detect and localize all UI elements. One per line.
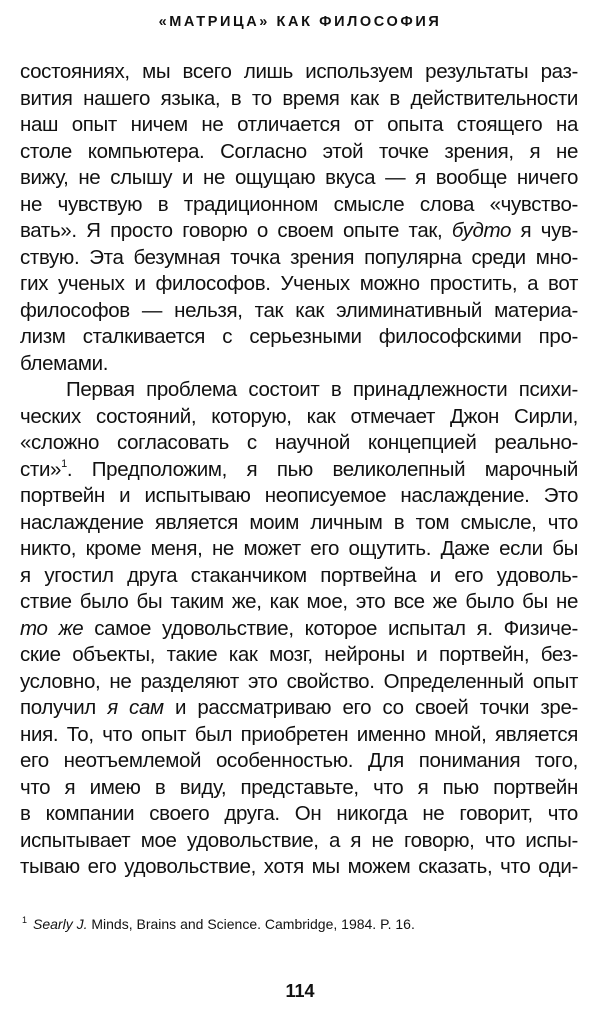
text-line: гих ученых и философов. Ученых можно простить, а вот: [20, 272, 578, 295]
text-line: вать». Я просто говорю о своем опыте так, будто я чув-: [20, 219, 578, 242]
text-line: ческих состояний, которую, как отмечает Джон Сирли,: [20, 404, 578, 428]
emphasis: будто: [451, 219, 512, 242]
text-line: не чувствую в традиционном смысле слова «чувство-: [20, 192, 578, 216]
text-line: сти»$^1$. Предположим, я пью великолепный марочный: [20, 457, 578, 481]
footnote: [22, 915, 578, 933]
emphasis: то же: [20, 616, 84, 640]
text-line: тываю его удовольствие, хотя мы можем сказать, что оди-: [20, 855, 578, 878]
page-number: 114: [285, 981, 315, 1001]
text-line: вития нашего языка, в то время как в действительности: [20, 86, 578, 110]
text-line: в компании своего друга. Он никогда не говорит, что: [20, 802, 578, 825]
text-line: ствую. Эта безумная точка зрения популярна среди мно-: [20, 245, 578, 269]
text-line: вижу, не слышу и не ощущаю вкуса — я вообще ничего: [20, 166, 578, 189]
text-line: наслаждение является моим личным в том смысле, что: [20, 510, 578, 534]
text-line: условно, не разделяют это свойство. Определенный опыт: [20, 669, 578, 693]
running-head: «МАТРИЦА» КАК ФИЛОСОФИЯ: [158, 14, 442, 30]
text-line: портвейн и испытываю неописуемое наслаждение. Это: [20, 484, 578, 507]
text-line: столе компьютера. Согласно этой точке зрения, я не: [20, 139, 578, 163]
text-line: лизм сталкивается с серьезными философскими про-: [20, 325, 578, 348]
emphasis: я сам: [107, 696, 164, 719]
paragraph-first-line: Первая проблема состоит в принадлежности психи-: [66, 378, 578, 401]
text-line: наш опыт ничем не отличается от опыта стоящего на: [20, 113, 578, 136]
body-text: [20, 59, 578, 881]
text-line: «сложно согласовать с научной концепцией реально-: [20, 431, 578, 454]
text-line: то же самое удовольствие, которое испытал я. Физиче-: [20, 616, 578, 640]
text-line: ствие было бы таким же, как мое, это все же было бы не: [20, 590, 578, 613]
text-line: никто, кроме меня, не может его ощутить. Даже если бы: [20, 537, 578, 560]
text-line: философов — нельзя, так как элиминативный материа-: [20, 298, 578, 322]
text-line: получил я сам и рассматриваю его со своей точки зре-: [20, 696, 578, 719]
text-line: блемами.: [20, 351, 109, 375]
text-line: ские объекты, такие как мозг, нейроны и портвейн, без-: [20, 643, 578, 666]
text-line: состояниях, мы всего лишь используем результаты раз-: [20, 60, 578, 83]
text-line: испытывает мое удовольствие, а я не говорю, что испы-: [20, 828, 578, 852]
footnote-marker: 1: [22, 915, 28, 925]
footnote-citation: Minds, Brains and Science. Cambridge, 1984. P. 16.: [87, 916, 415, 932]
footnote-reference[interactable]: 1: [61, 457, 67, 470]
footnote-author: Searly J.: [33, 916, 88, 932]
text-line: его неотъемлемой особенностью. Для понимания того,: [20, 749, 578, 772]
text-line: ния. То, что опыт был приобретен именно мной, является: [20, 722, 578, 746]
text-line: я угостил друга стаканчиком портвейна и его удоволь-: [20, 563, 578, 587]
text-line: что я имею в виду, представьте, что я пью портвейн: [20, 775, 578, 799]
